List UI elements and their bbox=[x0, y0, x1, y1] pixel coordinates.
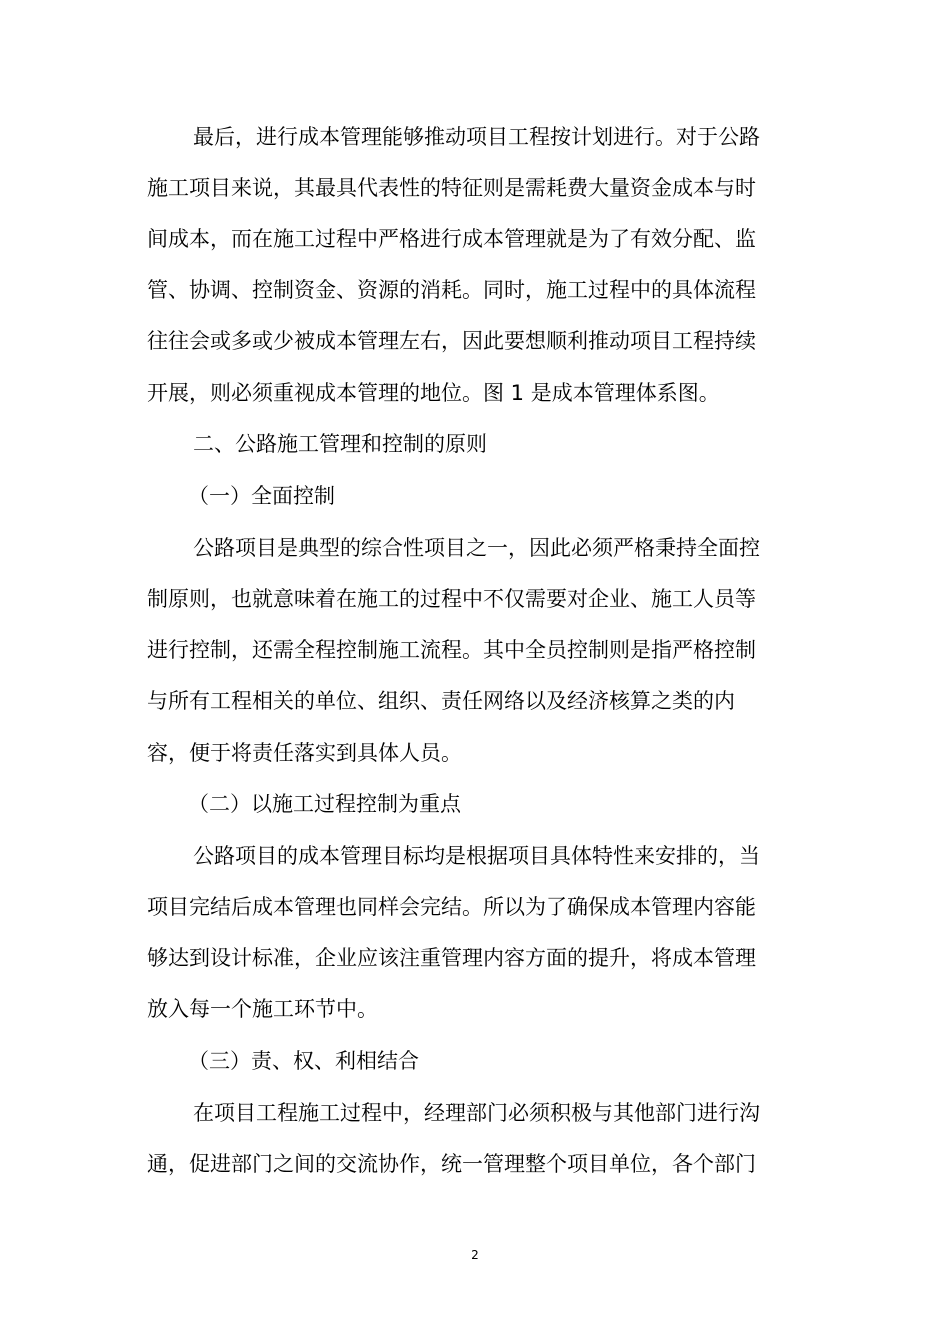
paragraph-line: 进行控制，还需全程控制施工流程。其中全员控制则是指严格控制 bbox=[147, 638, 756, 662]
paragraph-line: 间成本，而在施工过程中严格进行成本管理就是为了有效分配、监 bbox=[147, 227, 756, 251]
paragraph-line: 与所有工程相关的单位、组织、责任网络以及经济核算之类的内 bbox=[147, 689, 735, 713]
paragraph-line: 公路项目的成本管理目标均是根据项目具体特性来安排的，当 bbox=[193, 844, 760, 868]
paragraph-line: 公路项目是典型的综合性项目之一，因此必须严格秉持全面控 bbox=[193, 536, 760, 560]
section-heading: 二、公路施工管理和控制的原则 bbox=[193, 432, 487, 456]
paragraph-line: 最后，进行成本管理能够推动项目工程按计划进行。对于公路 bbox=[193, 125, 760, 149]
paragraph-line: 容，便于将责任落实到具体人员。 bbox=[147, 741, 462, 765]
paragraph-line: 项目完结后成本管理也同样会完结。所以为了确保成本管理内容能 bbox=[147, 895, 756, 919]
paragraph-line: 通，促进部门之间的交流协作，统一管理整个项目单位，各个部门 bbox=[147, 1152, 756, 1176]
paragraph-line: 够达到设计标准，企业应该注重管理内容方面的提升，将成本管理 bbox=[147, 946, 756, 970]
page-number: 2 bbox=[471, 1248, 479, 1262]
paragraph-line: 开展，则必须重视成本管理的地位。图 1 是成本管理体系图。 bbox=[147, 381, 720, 405]
paragraph-line: 施工项目来说，其最具代表性的特征则是需耗费大量资金成本与时 bbox=[147, 176, 756, 200]
paragraph-line: 管、协调、控制资金、资源的消耗。同时，施工过程中的具体流程 bbox=[147, 278, 756, 302]
paragraph-line: 在项目工程施工过程中，经理部门必须积极与其他部门进行沟 bbox=[193, 1101, 760, 1125]
paragraph-line: 往往会或多或少被成本管理左右，因此要想顺利推动项目工程持续 bbox=[147, 329, 756, 353]
paragraph-line: 制原则，也就意味着在施工的过程中不仅需要对企业、施工人员等 bbox=[147, 587, 756, 611]
subsection-heading: （三）责、权、利相结合 bbox=[188, 1049, 419, 1073]
subsection-heading: （二）以施工过程控制为重点 bbox=[188, 792, 461, 816]
subsection-heading: （一）全面控制 bbox=[188, 484, 335, 508]
paragraph-line: 放入每一个施工环节中。 bbox=[147, 997, 378, 1021]
